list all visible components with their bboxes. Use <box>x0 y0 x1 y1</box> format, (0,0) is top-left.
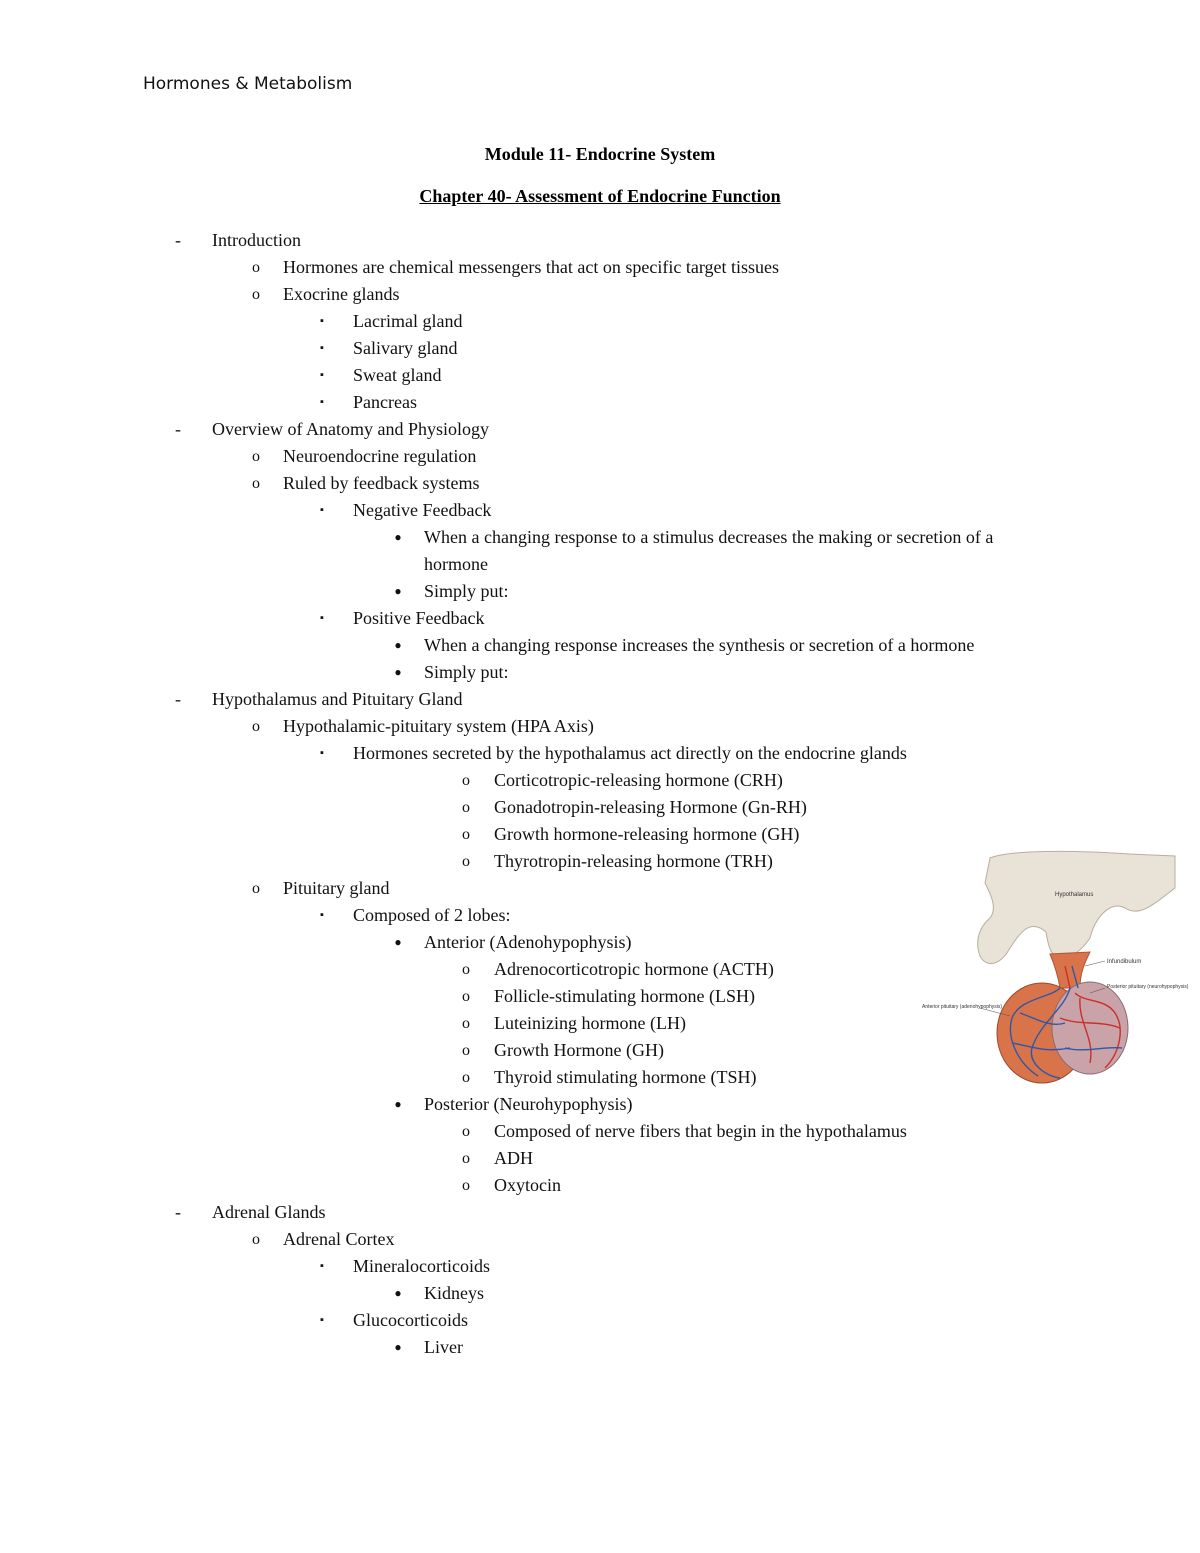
list-item: ▪ Hormones secreted by the hypothalamus act directly on the endocrine glands <box>0 740 1200 767</box>
list-item: ▪ Glucocorticoids <box>0 1307 1200 1334</box>
list-item: ● Liver <box>0 1334 1200 1361</box>
circle-bullet: o <box>462 772 470 789</box>
dot-bullet: ● <box>394 1340 402 1354</box>
circle-bullet: o <box>252 718 260 735</box>
list-item: o Oxytocin <box>0 1172 1200 1199</box>
circle-bullet: o <box>462 961 470 978</box>
hypothalamus-shape <box>978 851 1175 963</box>
list-item: ▪ Mineralocorticoids <box>0 1253 1200 1280</box>
list-item: ▪ Positive Feedback <box>0 605 1200 632</box>
figure-label-anterior: Anterior pituitary (adenohypophysis) <box>922 1004 1003 1010</box>
list-item: - Introduction <box>0 227 1200 254</box>
list-item: ● Anterior (Adenohypophysis) <box>0 929 1200 956</box>
circle-bullet: o <box>462 1015 470 1032</box>
square-bullet: ▪ <box>320 1314 324 1326</box>
list-item: ● When a changing response to a stimulus decreases the making or secretion of a hormone <box>0 524 1200 578</box>
list-item: o Luteinizing hormone (LH) <box>0 1010 1200 1037</box>
list-item: o Hypothalamic-pituitary system (HPA Axis) <box>0 713 1200 740</box>
list-item: o ADH <box>0 1145 1200 1172</box>
list-item: - Overview of Anatomy and Physiology <box>0 416 1200 443</box>
dash-bullet: - <box>175 1202 181 1222</box>
circle-bullet: o <box>462 853 470 870</box>
circle-bullet: o <box>252 1231 260 1248</box>
square-bullet: ▪ <box>320 504 324 516</box>
figure-label-hypothalamus: Hypothalamus <box>1055 892 1094 898</box>
chapter-title: Chapter 40- Assessment of Endocrine Function <box>419 186 781 206</box>
circle-bullet: o <box>462 1042 470 1059</box>
list-item: ▪ Composed of 2 lobes: <box>0 902 1200 929</box>
list-item: o Adrenal Cortex <box>0 1226 1200 1253</box>
pituitary-gland-figure <box>920 848 1189 1088</box>
dash-bullet: - <box>175 230 181 250</box>
list-item: ● Posterior (Neurohypophysis) <box>0 1091 1200 1118</box>
dot-bullet: ● <box>394 1286 402 1300</box>
figure-label-infundibulum: Infundibulum <box>1107 959 1142 965</box>
square-bullet: ▪ <box>320 369 324 381</box>
circle-bullet: o <box>462 1150 470 1167</box>
square-bullet: ▪ <box>320 1260 324 1272</box>
dot-bullet: ● <box>394 530 402 544</box>
module-title: Module 11- Endocrine System <box>484 144 716 164</box>
list-item: o Thyroid stimulating hormone (TSH) <box>0 1064 1200 1091</box>
square-bullet: ▪ <box>320 909 324 921</box>
square-bullet: ▪ <box>320 747 324 759</box>
dot-bullet: ● <box>394 1097 402 1111</box>
list-item: - Adrenal Glands <box>0 1199 1200 1226</box>
circle-bullet: o <box>462 1177 470 1194</box>
figure-label-posterior: Posterior pituitary (neurohypophysis) <box>1107 984 1189 990</box>
list-item: ▪ Sweat gland <box>0 362 1200 389</box>
circle-bullet: o <box>462 1069 470 1086</box>
list-item: ▪ Pancreas <box>0 389 1200 416</box>
list-item: o Growth Hormone (GH) <box>0 1037 1200 1064</box>
square-bullet: ▪ <box>320 342 324 354</box>
list-item: ● Kidneys <box>0 1280 1200 1307</box>
circle-bullet: o <box>252 448 260 465</box>
circle-bullet: o <box>252 475 260 492</box>
square-bullet: ▪ <box>320 612 324 624</box>
list-item: o Thyrotropin-releasing hormone (TRH) <box>0 848 1200 875</box>
outline-list <box>0 227 1200 1361</box>
list-item: o Composed of nerve fibers that begin in the hypothalamus <box>0 1118 1200 1145</box>
circle-bullet: o <box>462 1123 470 1140</box>
circle-bullet: o <box>462 988 470 1005</box>
list-item: - Hypothalamus and Pituitary Gland <box>0 686 1200 713</box>
dot-bullet: ● <box>394 665 402 679</box>
square-bullet: ▪ <box>320 315 324 327</box>
list-item: ▪ Negative Feedback <box>0 497 1200 524</box>
list-item: o Hormones are chemical messengers that act on specific target tissues <box>0 254 1200 281</box>
list-item: o Follicle-stimulating hormone (LSH) <box>0 983 1200 1010</box>
list-item: ● When a changing response increases the synthesis or secretion of a hormone <box>0 632 1200 659</box>
list-item: o Ruled by feedback systems <box>0 470 1200 497</box>
circle-bullet: o <box>252 880 260 897</box>
circle-bullet: o <box>462 826 470 843</box>
circle-bullet: o <box>462 799 470 816</box>
list-item: o Adrenocorticotropic hormone (ACTH) <box>0 956 1200 983</box>
list-item: o Gonadotropin-releasing Hormone (Gn-RH) <box>0 794 1200 821</box>
dash-bullet: - <box>175 419 181 439</box>
circle-bullet: o <box>252 286 260 303</box>
dot-bullet: ● <box>394 584 402 598</box>
list-item: ▪ Salivary gland <box>0 335 1200 362</box>
dot-bullet: ● <box>394 935 402 949</box>
dot-bullet: ● <box>394 638 402 652</box>
list-item: ● Simply put: <box>0 578 1200 605</box>
list-item: ● Simply put: <box>0 659 1200 686</box>
list-item: o Exocrine glands <box>0 281 1200 308</box>
list-item: o Neuroendocrine regulation <box>0 443 1200 470</box>
circle-bullet: o <box>252 259 260 276</box>
list-item: o Growth hormone-releasing hormone (GH) <box>0 821 1200 848</box>
running-header: Hormones & Metabolism <box>143 74 353 94</box>
dash-bullet: - <box>175 689 181 709</box>
list-item: o Pituitary gland <box>0 875 1200 902</box>
square-bullet: ▪ <box>320 396 324 408</box>
list-item: ▪ Lacrimal gland <box>0 308 1200 335</box>
list-item: o Corticotropic-releasing hormone (CRH) <box>0 767 1200 794</box>
